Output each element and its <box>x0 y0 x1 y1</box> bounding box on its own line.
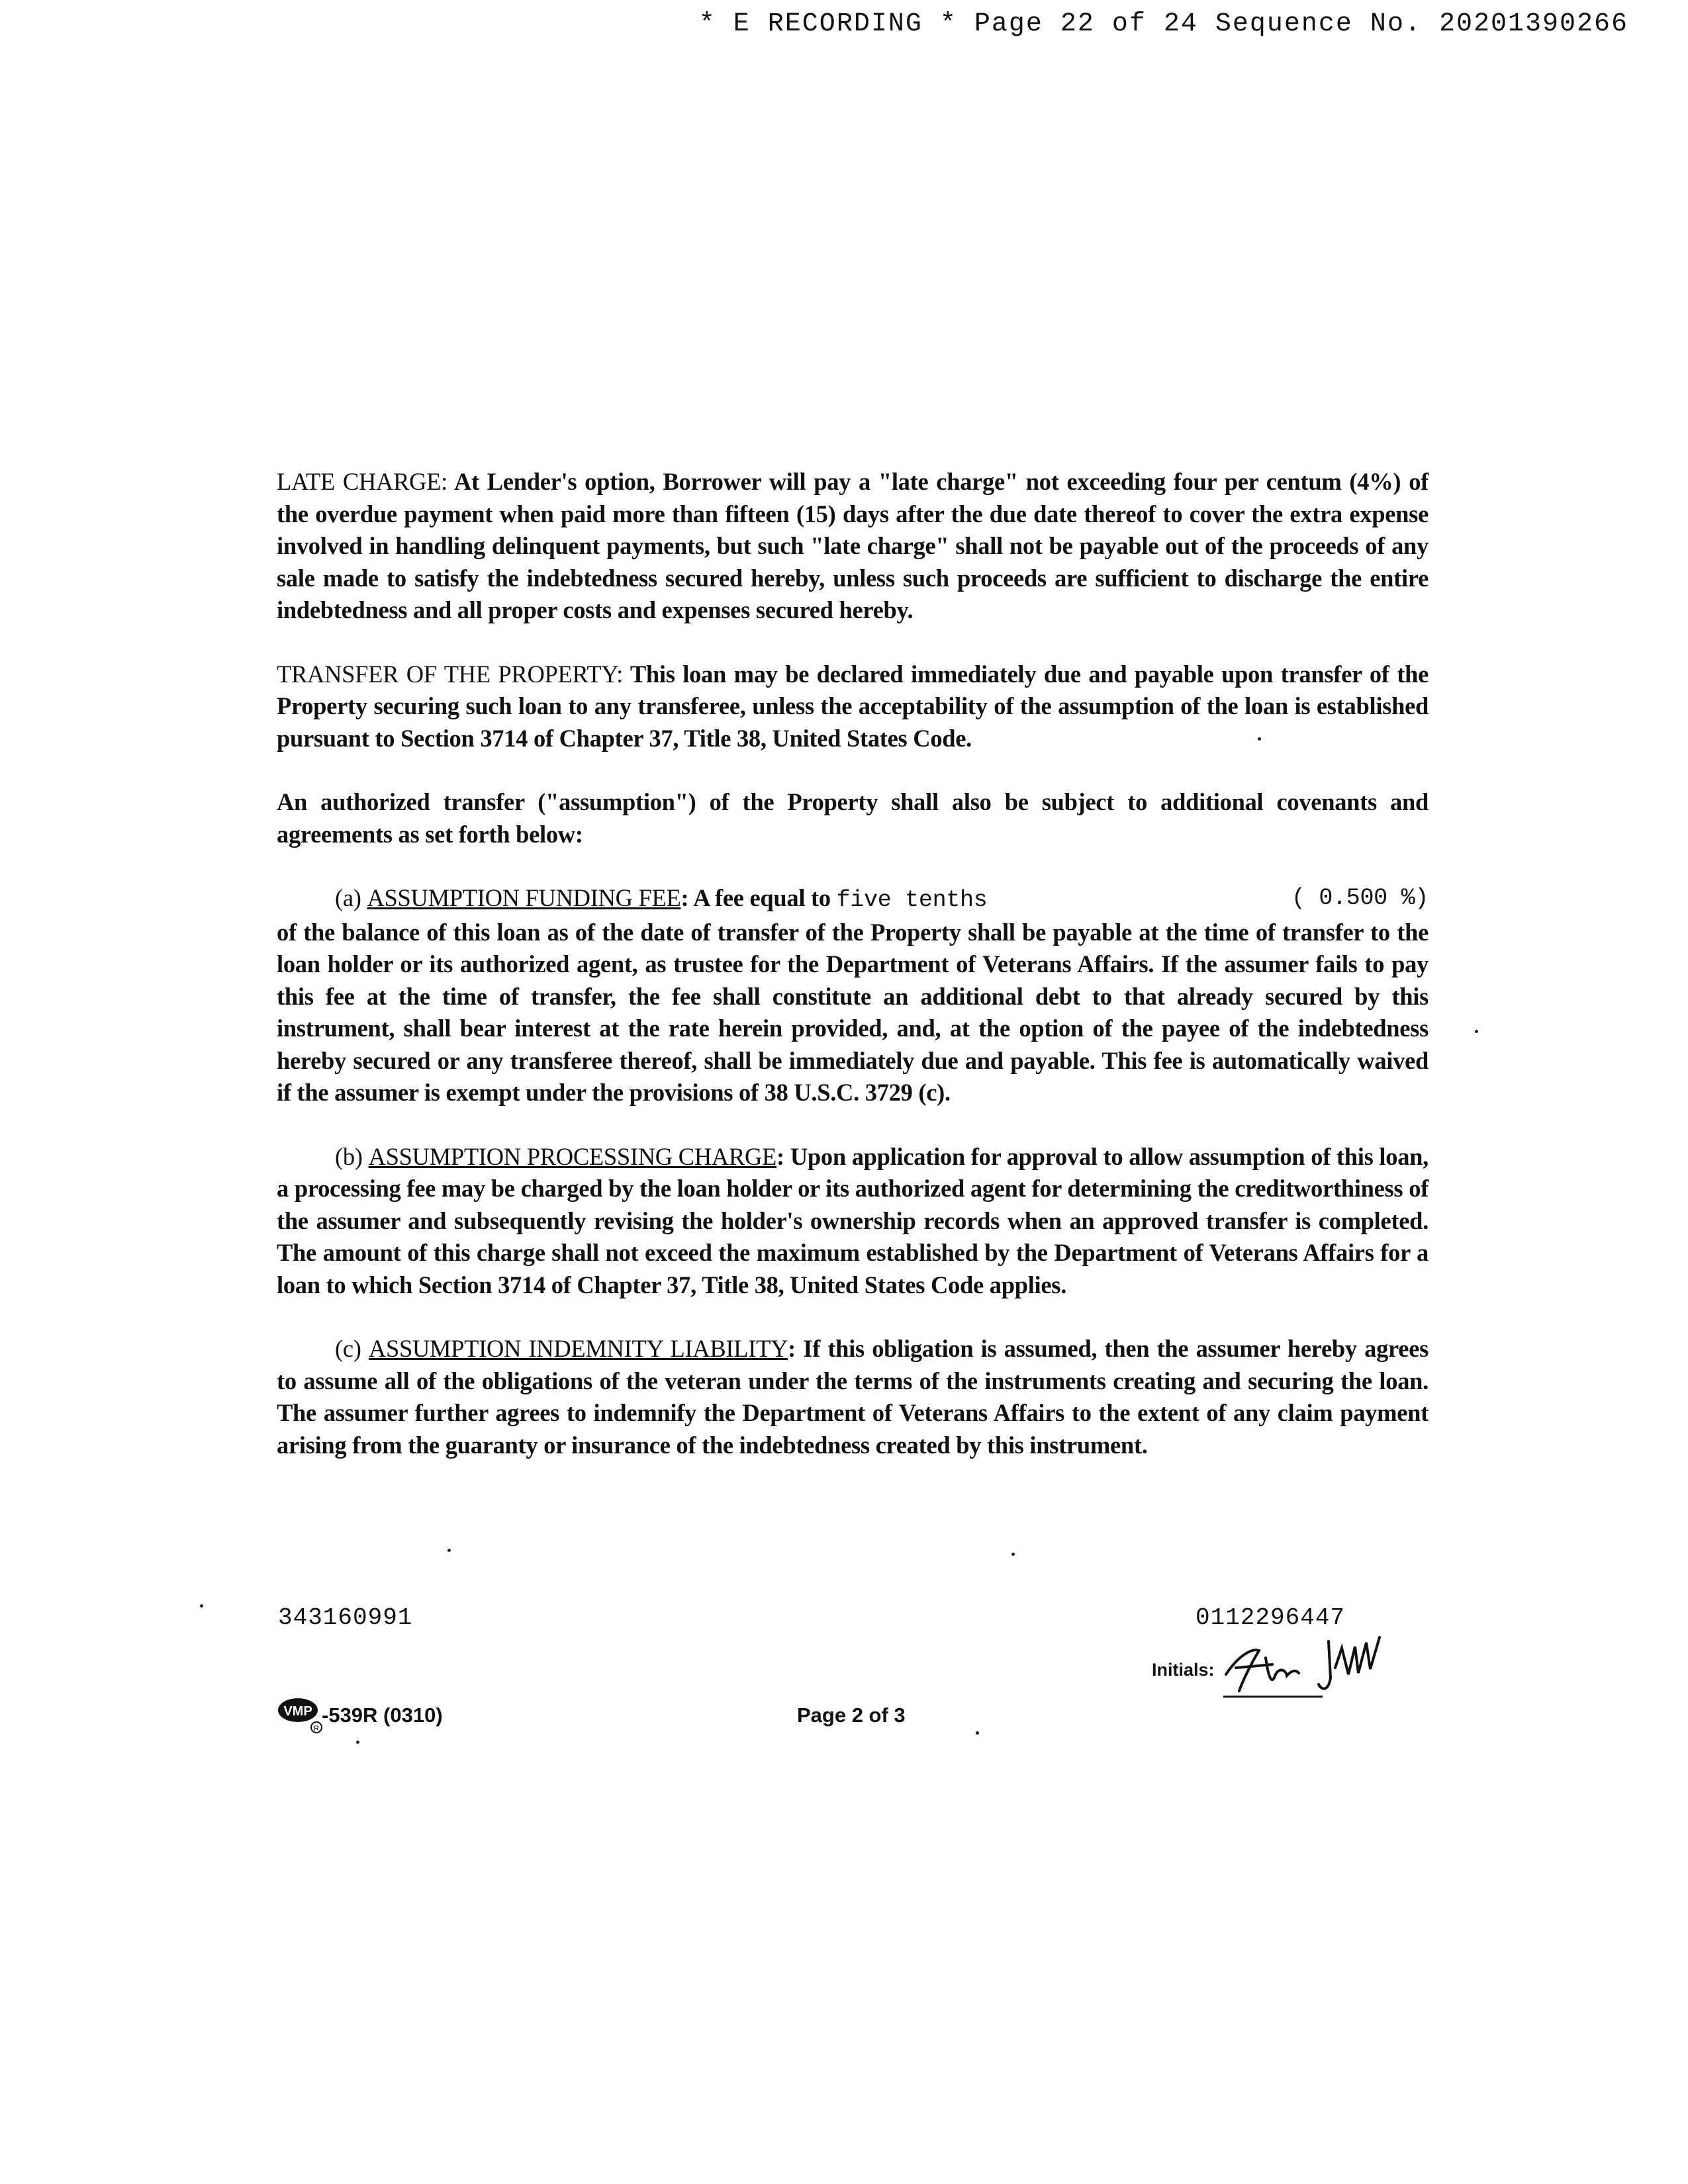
funding-fee-line <box>277 882 1429 917</box>
document-body <box>277 466 1429 1493</box>
late-charge-paragraph <box>277 466 1429 627</box>
scan-speck <box>200 1604 203 1608</box>
indemnity-marker: (c) <box>335 1335 361 1362</box>
indemnity-text: : If this obligation is assumed, then the assumer hereby agrees to assume all of the obligations of the veteran under the terms of the instruments creating and securing the loan. The assumer further agrees to indemnify the Department of Veterans Affairs to the extent of any claim payment arising from the guaranty or insurance of the indebtedness created by this instrument. <box>277 1335 1429 1459</box>
processing-charge-heading: ASSUMPTION PROCESSING CHARGE <box>368 1142 777 1170</box>
funding-fee-words: five tenths <box>836 887 988 913</box>
funding-fee-percent: ( 0.500 %) <box>1291 885 1429 911</box>
funding-fee-lead: : A fee equal to <box>680 884 831 911</box>
vmp-logo-text: VMP <box>283 1704 312 1719</box>
scan-speck <box>1475 1030 1478 1033</box>
transfer-text: This loan may be declared immediately due and payable upon transfer of the Property securing such loan to any transferee, unless the acceptability of the assumption of the loan is established pursuant to Section 3714 of Chapter 37, Title 38, United States Code. <box>277 660 1429 752</box>
recording-stamp: * E RECORDING * Page 22 of 24 Sequence No. 20201390266 <box>698 9 1628 39</box>
authorized-transfer-text: An authorized transfer ("assumption") of the Property shall also be subject to additional covenants and agreements as set forth below: <box>277 788 1429 848</box>
transfer-heading: TRANSFER OF THE PROPERTY: <box>277 660 623 688</box>
scan-speck <box>356 1741 359 1744</box>
form-number: -539R (0310) <box>322 1704 443 1727</box>
funding-fee-text: of the balance of this loan as of the date of transfer of the Property shall be payable at the time of transfer to the loan holder or its authorized agent, as trustee for the Department of Veterans Affairs. If the assumer fails to pay this fee at the time of transfer, the fee shall constitute an additional debt to that already secured by this instrument, shall bear interest at the rate herein provided, and, at the option of the payee of the indebtedness hereby secured or any transferee thereof, shall be immediately due and payable. This fee is automatically waived if the assumer is exempt under the provisions of 38 U.S.C. 3729 (c). <box>277 918 1429 1106</box>
processing-charge-paragraph <box>277 1141 1429 1302</box>
initials-signature <box>1213 1628 1411 1701</box>
funding-fee-heading: ASSUMPTION FUNDING FEE <box>367 884 681 911</box>
processing-charge-marker: (b) <box>335 1142 363 1170</box>
initials-label: Initials: <box>1152 1660 1215 1680</box>
indemnity-heading: ASSUMPTION INDEMNITY LIABILITY <box>368 1335 788 1362</box>
late-charge-heading: LATE CHARGE: <box>277 468 448 495</box>
page-number: Page 2 of 3 <box>797 1704 906 1727</box>
scan-speck <box>976 1731 979 1735</box>
scan-speck <box>447 1549 451 1552</box>
case-number: 0112296447 <box>1196 1604 1346 1631</box>
loan-number: 343160991 <box>278 1604 413 1631</box>
late-charge-text: At Lender's option, Borrower will pay a "late charge" not exceeding four per centum (4%) of the overdue payment when paid more than fifteen (15) days after the due date thereof to cover the extra expense involved in handling delinquent payments, but such "late charge" shall not be payable out of the proceeds of any sale made to satisfy the indebtedness secured hereby, unless such proceeds are sufficient to discharge the entire indebtedness and all proper costs and expenses secured hereby. <box>277 468 1429 623</box>
authorized-transfer-paragraph <box>277 786 1429 850</box>
vmp-logo <box>277 1696 323 1735</box>
svg-text:R: R <box>314 1725 319 1733</box>
funding-fee-marker: (a) <box>335 884 361 911</box>
processing-charge-text: : Upon application for approval to allow assumption of this loan, a processing fee may be charged by the loan holder or its authorized agent for determining the creditworthiness of the assumer and subsequently revising the holder's ownership records when an approved transfer is completed. The amount of this charge shall not exceed the maximum established by the Department of Veterans Affairs for a loan to which Section 3714 of Chapter 37, Title 38, United States Code applies. <box>277 1142 1429 1298</box>
scan-speck <box>1258 737 1261 741</box>
funding-fee-paragraph <box>277 882 1429 1109</box>
transfer-paragraph <box>277 659 1429 755</box>
scan-speck <box>1011 1553 1015 1556</box>
indemnity-paragraph <box>277 1333 1429 1461</box>
